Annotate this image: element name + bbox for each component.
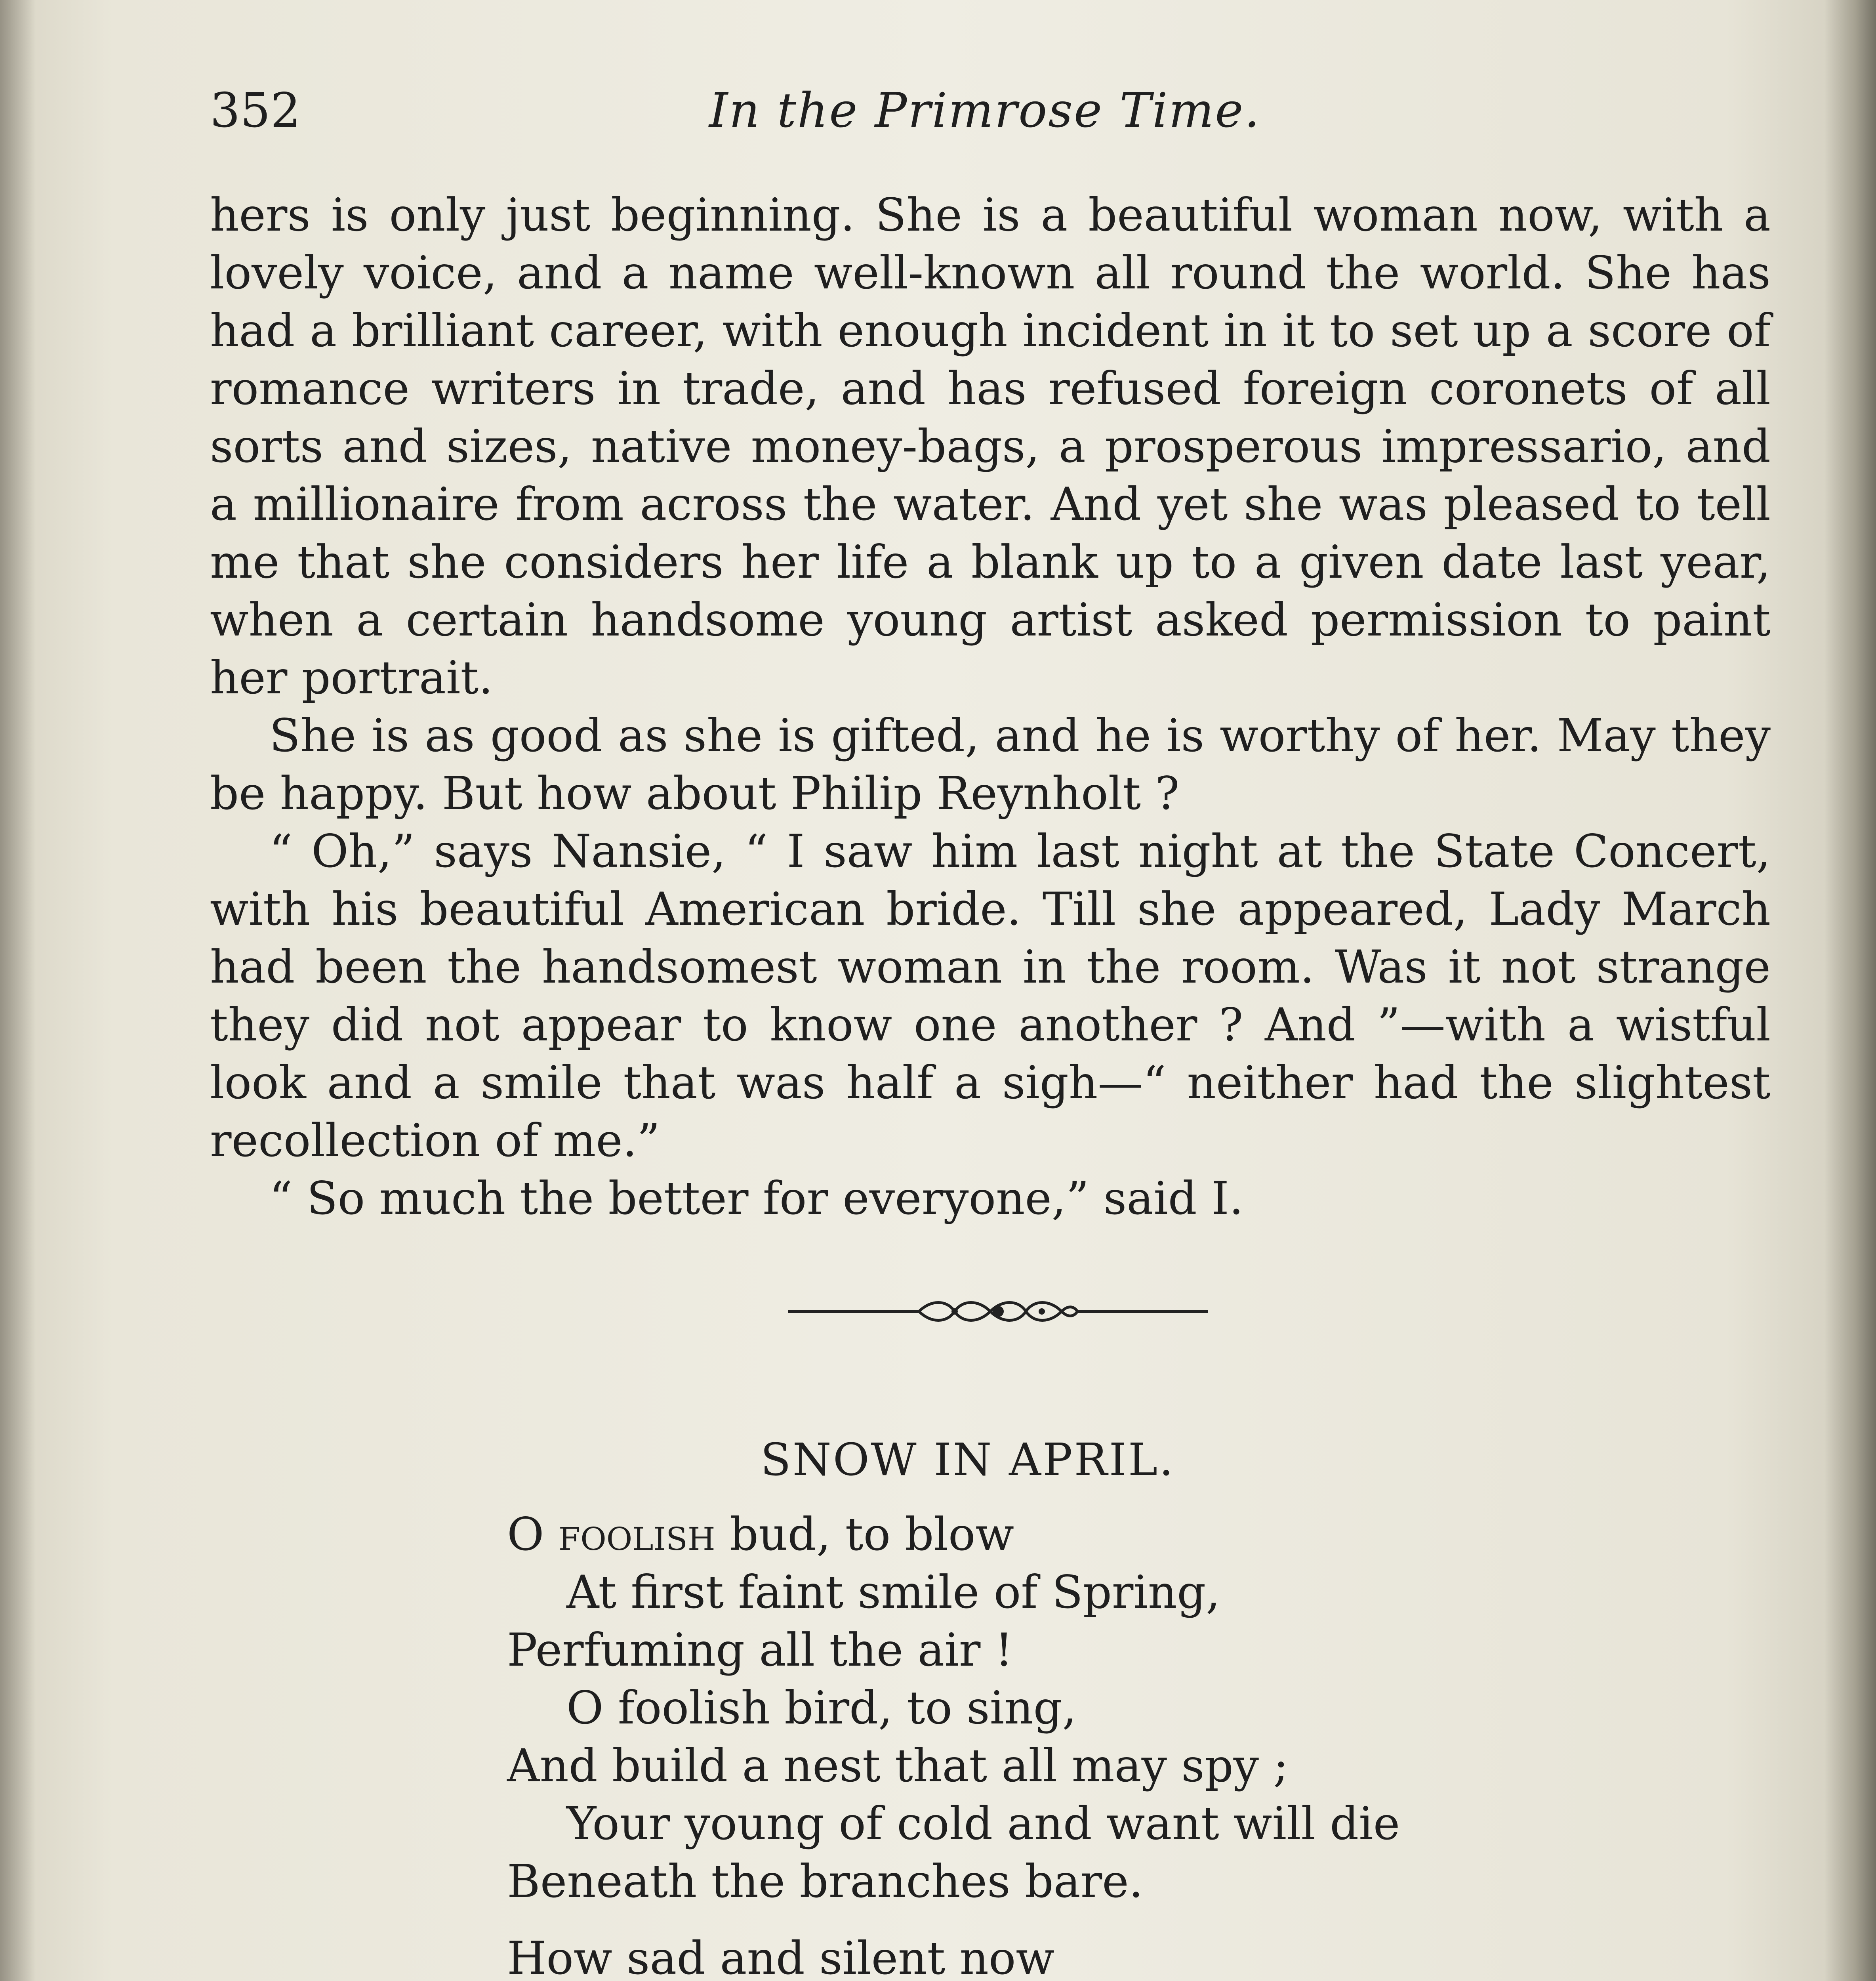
section-ornament	[788, 1294, 1208, 1329]
page-number: 352	[210, 83, 301, 138]
poem-line: And build a nest that all may spy ;	[507, 1739, 1289, 1792]
poem-line: Beneath the branches bare.	[507, 1855, 1143, 1908]
poem-stanza-1	[507, 1506, 1775, 1910]
poem-line: At first faint smile of Spring,	[566, 1566, 1220, 1618]
paragraph: hers is only just beginning. She is a beautiful woman now, with a lovely voice, and a name well-known all round the world. She has had a brilliant career, with enough incident in it to set up a score of romance writers in trade, and has refused foreign coronets of all sorts and sizes, native money-bags, a prosperous impressario, and a millionaire from across the water. And yet she was pleased to tell me that she considers her life a blank up to a given date last year, when a certain handsome young artist asked permission to paint her portrait.	[210, 189, 1771, 704]
page-header	[210, 79, 1763, 151]
poem-line: Perfuming all the air !	[507, 1624, 1013, 1676]
poem-stanza-2	[507, 1929, 1775, 1981]
page-edge-shadow	[0, 0, 36, 1981]
poem-line: O foolish bud, to blow	[507, 1508, 1014, 1561]
poem-line: Your young of cold and want will die	[566, 1797, 1400, 1850]
story-ending	[210, 186, 1771, 1227]
running-title: In the Primrose Time.	[709, 83, 1261, 138]
paragraph: “ Oh,” says Nansie, “ I saw him last night at the State Concert, with his beautiful American bride. Till she appeared, Lady March had been the handsomest woman in the room. Was it not strange they did not appear to know one another ? And ”—with a wistful look and a smile that was half a sigh—“ neither had the slightest recollection of me.”	[210, 825, 1771, 1167]
book-spine-shadow	[1825, 0, 1876, 1981]
poem-line: O foolish bird, to sing,	[566, 1681, 1077, 1734]
poem-line: How sad and silent now	[507, 1932, 1055, 1981]
paragraph: She is as good as she is gifted, and he is worthy of her. May they be happy. But how about Philip Reynholt ?	[210, 709, 1771, 820]
poem-title: SNOW IN APRIL.	[761, 1434, 1175, 1486]
paragraph: “ So much the better for everyone,” said I.	[269, 1172, 1244, 1225]
